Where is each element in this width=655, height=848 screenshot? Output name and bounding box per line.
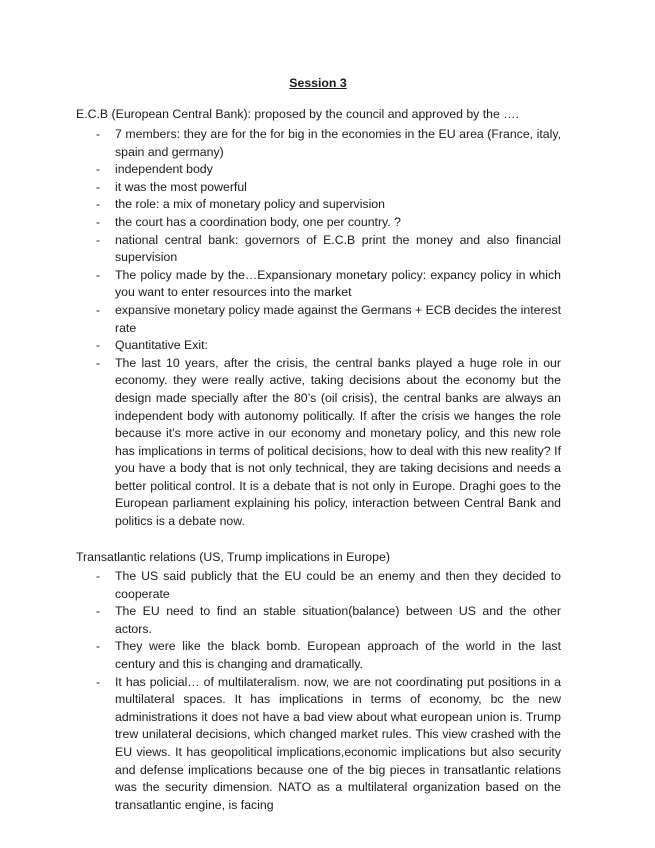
section-heading-transatlantic: Transatlantic relations (US, Trump implications in Europe): [76, 550, 390, 564]
list-item: - Quantitative Exit:: [76, 337, 561, 355]
list-item: - The EU need to find an stable situation(balance) between US and the other actors.: [76, 603, 561, 638]
list-item: - national central bank: governors of E.C.B print the money and also financial supervision: [76, 232, 561, 267]
list-item: - independent body: [76, 161, 561, 179]
list-item: - the role: a mix of monetary policy and supervision: [76, 196, 561, 214]
section-heading-ecb: E.C.B (European Central Bank): proposed by the council and approved by the ….: [76, 107, 519, 121]
list-item: - 7 members: they are for the for big in the economies in the EU area (France, italy, spain and germany): [76, 126, 561, 161]
ecb-bullet-list: [76, 126, 561, 531]
list-item: - The US said publicly that the EU could be an enemy and then they decided to cooperate: [76, 568, 561, 603]
transatlantic-bullet-list: [76, 568, 561, 814]
page-title: Session 3: [289, 76, 347, 90]
list-item: - the court has a coordination body, one per country. ?: [76, 214, 561, 232]
list-item: - The last 10 years, after the crisis, the central banks played a huge role in our economy. they were really active, taking decisions about the economy but the design made specially after the 80’s (oil crisis), the central banks are always an independent body with autonomy politically. If after the crisis we hanges the role because it’s more active in our economy and monetary policy, and this new role has implications in terms of political decisions, how to deal with this new reality? If you have a body that is not only technical, they are taking decisions and needs a better political control. It is a debate that is not only in Europe. Draghi goes to the European parliament explaining his policy, interaction between Central Bank and politics is a debate now.: [76, 355, 561, 531]
list-item: - expansive monetary policy made against the Germans + ECB decides the interest rate: [76, 302, 561, 337]
list-item: - it was the most powerful: [76, 179, 561, 197]
list-item: - They were like the black bomb. European approach of the world in the last century and this is changing and dramatically.: [76, 638, 561, 673]
list-item: - The policy made by the…Expansionary monetary policy: expancy policy in which you want to enter resources into the market: [76, 267, 561, 302]
list-item: - It has policial… of multilateralism. now, we are not coordinating put positions in a multilateral spaces. It has implications in terms of economy, bc the new administrations it does not have a bad view about what european union is. Trump trew unilateral decisions, which changed market rules. This view crashed with the EU views. It has geopolitical implications,economic implications but also security and defense implications because one of the big pieces in transatlantic relations was the security dimension. NATO as a multilateral organization based on the transatlantic engine, is facing: [76, 674, 561, 815]
